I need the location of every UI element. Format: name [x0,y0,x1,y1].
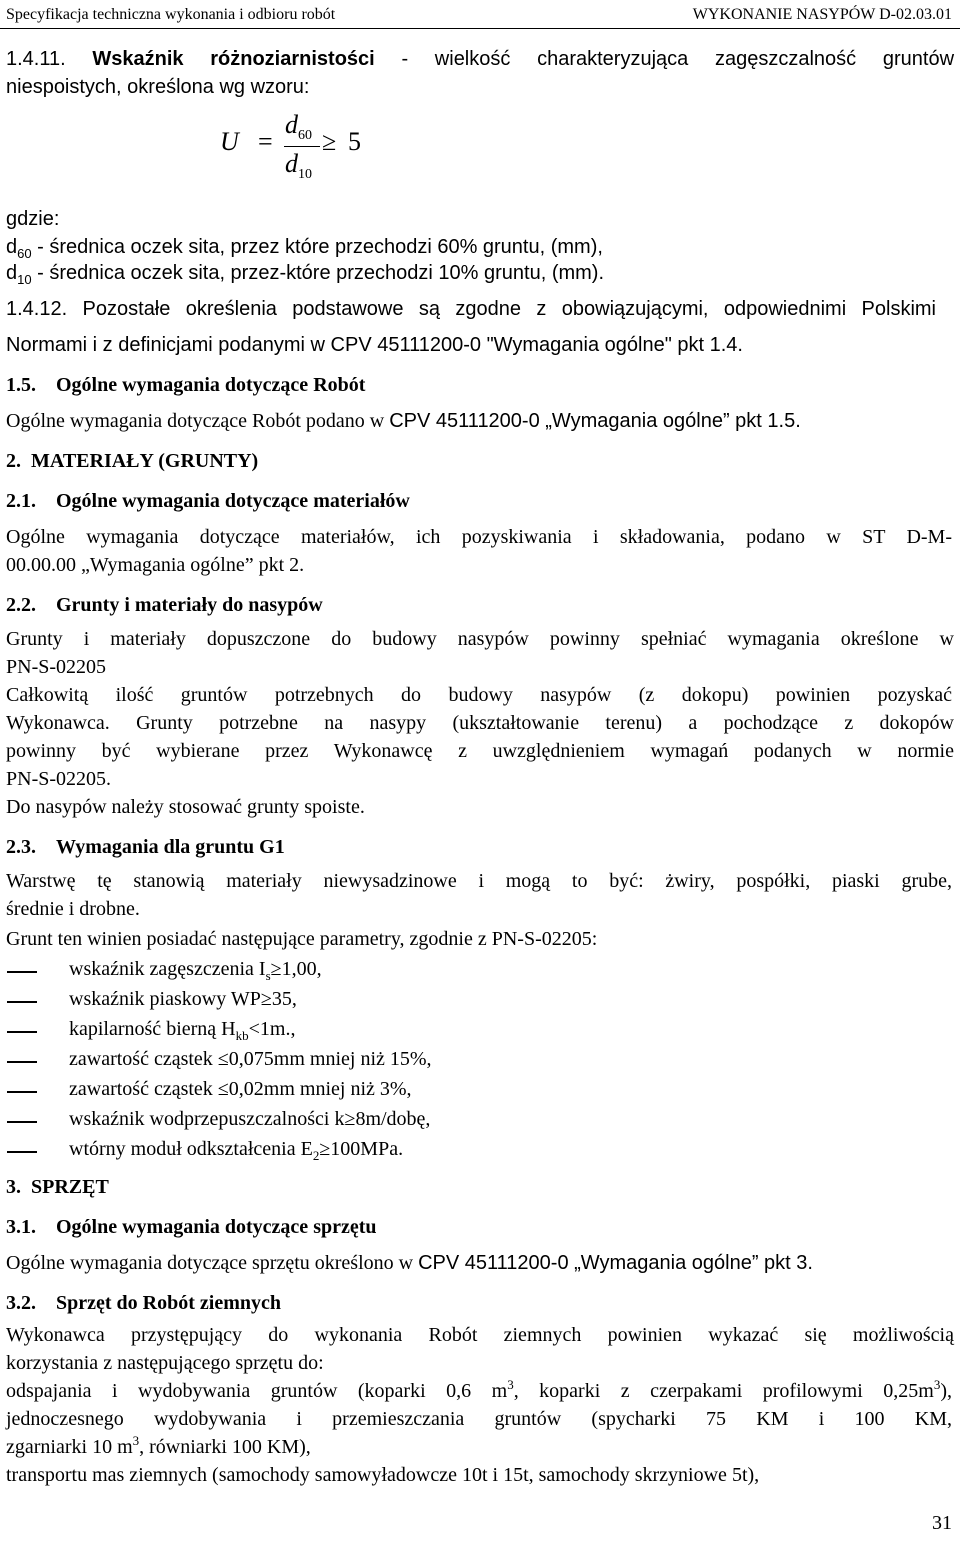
dash-bullet [7,1031,37,1033]
header-right: WYKONANIE NASYPÓW D-02.03.01 [692,6,952,23]
s32-heading: 3.2. Sprzęt do Robót ziemnych [6,1292,281,1314]
dash-bullet [7,971,37,973]
gdzie-d60: $d_{60}$ - średnica oczek sita, przez które przechodzi 60% gruntu, (mm), [6,236,603,261]
s22-heading: 2.2. Grunty i materiały do nasypów [6,594,323,616]
s31-body: Ogólne wymagania dotyczące sprzętu określono w CPV 45111200-0 „Wymagania ogólne” pkt 3. [6,1252,813,1274]
s22-p1-line1: Grunty i materiały dopuszczone do budowy nasypów powinny spełniać wymagania określone w [6,628,954,650]
list-item [0,1078,700,1108]
s23-p2: Grunt ten winien posiadać następujące parametry, zgodnie z PN-S-02205: [6,928,598,950]
s1412-line2: Normami i z definicjami podanymi w CPV 45111200-0 "Wymagania ogólne" pkt 1.4. [6,334,743,356]
s32-line4: jednoczesnego wydobywania i przemieszczania gruntów (spycharki 75 KM i 100 KM, [6,1408,952,1430]
s31-heading: 3.1. Ogólne wymagania dotyczące sprzętu [6,1216,377,1238]
s2-heading: 2. MATERIAŁY (GRUNTY) [6,450,259,472]
page-number: 31 [932,1512,952,1534]
gdzie-label: gdzie: [6,208,60,230]
s21-line1: Ogólne wymagania dotyczące materiałów, ich pozyskiwania i składowania, podano w ST D-M- [6,526,952,548]
dash-bullet [7,1121,37,1123]
s1411-line2: niespoistych, określona wg wzoru: [6,76,310,98]
s1411-line1: 1.4.11. Wskaźnik różnoziarnistości - wielkość charakteryzująca zagęszczalność gruntów [6,48,955,70]
dash-bullet [7,1091,37,1093]
s32-line6: transportu mas ziemnych (samochody samowyładowcze 10t i 15t, samochody skrzyniowe 5t), [6,1464,760,1486]
s23-param-list [0,958,700,1168]
s3-heading: 3. SPRZĘT [6,1176,109,1198]
s23-p1-line1: Warstwę tę stanowią materiały niewysadzinowe i mogą to być: żwiry, pospółki, piaski grube, [6,870,952,892]
s32-line5: zgarniarki 10 $m^3$, równiarki 100 KM), [6,1433,311,1458]
s22-p2-line2: Wykonawca. Grunty potrzebne na nasypy (ukształtowanie terenu) a pochodzące z dokopów [6,712,954,734]
formula-rhs: 5 [348,127,361,156]
gdzie-d10: $d_{10}$ - średnica oczek sita, przez-które przechodzi 10% gruntu, (mm). [6,262,605,287]
list-item-text: wskaźnik wodprzepuszczalności k≥8m/dobę, [69,1108,431,1130]
s15-heading: 1.5. Ogólne wymagania dotyczące Robót [6,374,366,396]
s32-line3: odspajania i wydobywania gruntów (koparki 0,6 $m^3$, koparki z czerpakami profilowymi $0,25m^3$), [6,1377,952,1402]
list-item [0,988,700,1018]
s32-line1: Wykonawca przystępujący do wykonania Robót ziemnych powinien wykazać się możliwością [6,1324,954,1346]
formula-eq: = [258,127,273,156]
dash-bullet [7,1151,37,1153]
list-item [0,1048,700,1078]
s1412-line1: 1.4.12. Pozostałe określenia podstawowe są zgodne z obowiązującymi, odpowiednimi Polskimi [6,298,936,320]
s21-heading: 2.1. Ogólne wymagania dotyczące materiałów [6,490,410,512]
list-item [0,1018,700,1048]
list-item [0,958,700,988]
list-item-text: zawartość cząstek ≤0,02mm mniej niż 3%, [69,1078,412,1100]
s23-p1-line2: średnie i drobne. [6,898,140,920]
s22-p2-line3: powinny być wybierane przez Wykonawcę z uwzględnieniem wymagań podanych w normie [6,740,954,762]
formula-denominator: $d_{10}$ [285,149,312,182]
list-item-text: zawartość cząstek ≤0,075mm mniej niż 15%, [69,1048,432,1070]
list-item-text: kapilarność bierną $H_{kb}<1m$., [69,1018,296,1043]
header-left: Specyfikacja techniczna wykonania i odbioru robót [6,6,336,23]
s21-line2: 00.00.00 „Wymagania ogólne” pkt 2. [6,554,305,576]
formula-geq: ≥ [322,127,337,156]
section-1-4-11 [6,48,954,71]
s22-p2-line1: Całkowitą ilość gruntów potrzebnych do budowy nasypów (z dokopu) powinien pozyskać [6,684,952,706]
formula-lhs: U [220,127,239,156]
formula-fraction-bar [284,146,320,147]
dash-bullet [7,1001,37,1003]
formula-numerator: $d_{60}$ [285,110,312,143]
list-item [0,1108,700,1138]
list-item-text: wskaźnik zagęszczenia $I_s\ge 1,00$, [69,958,322,983]
s22-p1-line2: PN-S-02205 [6,656,107,678]
s32-line2: korzystania z następującego sprzętu do: [6,1352,324,1374]
list-item [0,1138,700,1168]
dash-bullet [7,1061,37,1063]
s15-body: Ogólne wymagania dotyczące Robót podano w CPV 45111200-0 „Wymagania ogólne” pkt 1.5. [6,410,801,432]
s22-p2-line4: PN-S-02205. [6,768,112,790]
list-item-text: wtórny moduł odkształcenia $E_2\ge 100MPa$. [69,1138,404,1163]
list-item-text: wskaźnik piaskowy WP≥35, [69,988,297,1010]
header-rule [0,28,960,29]
s23-heading: 2.3. Wymagania dla gruntu G1 [6,836,285,858]
s22-p3: Do nasypów należy stosować grunty spoiste. [6,796,365,818]
